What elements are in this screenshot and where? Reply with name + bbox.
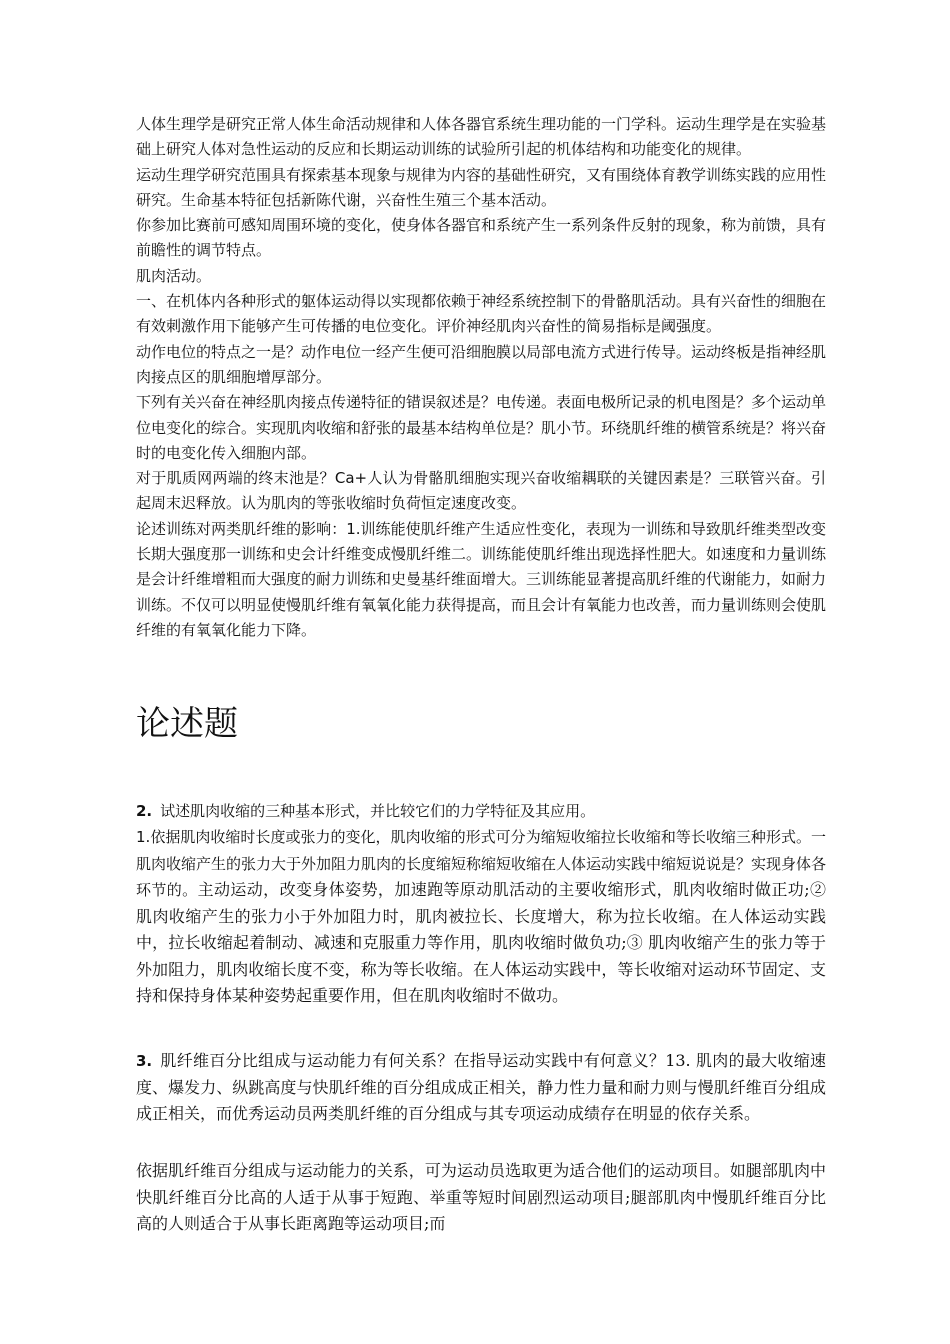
- paragraph: 人体生理学是研究正常人体生命活动规律和人体各器官系统生理功能的一门学科。运动生理学是在实验基础上研究人体对急性运动的反应和长期运动训练的试验所引起的机体结构和功能变化的规律。: [136, 115, 827, 159]
- question-2-prompt: [136, 798, 826, 824]
- paragraph: 肌肉活动。: [136, 266, 212, 285]
- paragraph: 你参加比赛前可感知周围环境的变化，使身体各器官和系统产生一系列条件反射的现象，称为前馈，具有前瞻性的调节特点。: [136, 216, 827, 260]
- question-2: [136, 798, 826, 1010]
- closing-section: [136, 1158, 826, 1238]
- answer-lead: 1.依据肌肉收缩时长度或张力的变化，肌肉收缩的形式可分为缩短收缩拉长收缩和等长收缩三种形式。一肌肉收缩产生的张力大于外加阻力肌肉的长度缩短称缩短收缩在人体运动实践中缩短说说是？实现身体各环节的。: [136, 828, 827, 899]
- question-3-text: [136, 1048, 826, 1128]
- answer-rest: 主动运动，改变身体姿势，加速跑等原动肌活动的主要收缩形式，肌肉收缩时做正功;② 肌肉收缩产生的张力小于外加阻力时，肌肉被拉长、长度增大，称为拉长收缩。在人体运动实践中，拉长收缩起着制动、减速和克服重力等作用，肌肉收缩时做负功;③ 肌肉收缩产生的张力等于外加阻力，肌肉收缩长度不变，称为等长收缩。在人体运动实践中，等长收缩对运动环节固定、支持和保持身体某种姿势起重要作用，但在肌肉收缩时不做功。: [136, 880, 826, 1005]
- question-3: [136, 1048, 826, 1128]
- intro-section: [136, 112, 826, 643]
- paragraph: 下列有关兴奋在神经肌肉接点传递特征的错误叙述是？电传递。表面电极所记录的机电图是？多个运动单位电变化的综合。实现肌肉收缩和舒张的最基本结构单位是？肌小节。环绕肌纤维的横管系统是？将兴奋时的电变化传入细胞内部。: [136, 393, 827, 462]
- paragraph: 动作电位的特点之一是？动作电位一经产生便可沿细胞膜以局部电流方式进行传导。运动终板是指神经肌肉接点区的肌细胞增厚部分。: [136, 342, 827, 386]
- closing-paragraph: 依据肌纤维百分组成与运动能力的关系，可为运动员选取更为适合他们的运动项目。如腿部肌肉中快肌纤维百分比高的人适于从事于短跑、举重等短时间剧烈运动项目;腿部肌肉中慢肌纤维百分比高的人则适合于从事长距离跑等运动项目;而: [136, 1161, 826, 1233]
- question-text: 试述肌肉收缩的三种基本形式，并比较它们的力学特征及其应用。: [160, 802, 596, 820]
- paragraph: 论述训练对两类肌纤维的影响：1.训练能使肌纤维产生适应性变化，表现为一训练和导致肌纤维类型改变长期大强度那一训练和史会计纤维变成慢肌纤维二。训练能使肌纤维出现选择性肥大。如速度和力量训练是会计纤维增粗而大强度的耐力训练和史曼基纤维面增大。三训练能显著提高肌纤维的代谢能力，如耐力训练。不仅可以明显使慢肌纤维有氧氧化能力获得提高，而且会计有氧能力也改善，而力量训练则会使肌纤维的有氧氧化能力下降。: [136, 519, 827, 639]
- section-heading: 论述题: [136, 704, 238, 744]
- question-2-answer: [136, 824, 826, 1010]
- question-number: 2.: [136, 802, 153, 820]
- paragraph: 运动生理学研究范围具有探索基本现象与规律为内容的基础性研究，又有围绕体育教学训练实践的应用性研究。生命基本特征包括新陈代谢，兴奋性生殖三个基本活动。: [136, 165, 827, 209]
- question-number: 3.: [136, 1052, 153, 1070]
- paragraph: 一、在机体内各种形式的躯体运动得以实现都依赖于神经系统控制下的骨骼肌活动。具有兴奋性的细胞在有效刺激作用下能够产生可传播的电位变化。评价神经肌肉兴奋性的简易指标是阈强度。: [136, 292, 827, 336]
- paragraph: 对于肌质网两端的终末池是？Ca+人认为骨骼肌细胞实现兴奋收缩耦联的关键因素是？三联管兴奋。引起周末迟释放。认为肌肉的等张收缩时负荷恒定速度改变。: [136, 469, 826, 513]
- question-body: 肌纤维百分比组成与运动能力有何关系？在指导运动实践中有何意义？13. 肌肉的最大收缩速度、爆发力、纵跳高度与快肌纤维的百分组成成正相关，静力性力量和耐力则与慢肌纤维百分组成成正相关，而优秀运动员两类肌纤维的百分组成与其专项运动成绩存在明显的依存关系。: [136, 1051, 826, 1123]
